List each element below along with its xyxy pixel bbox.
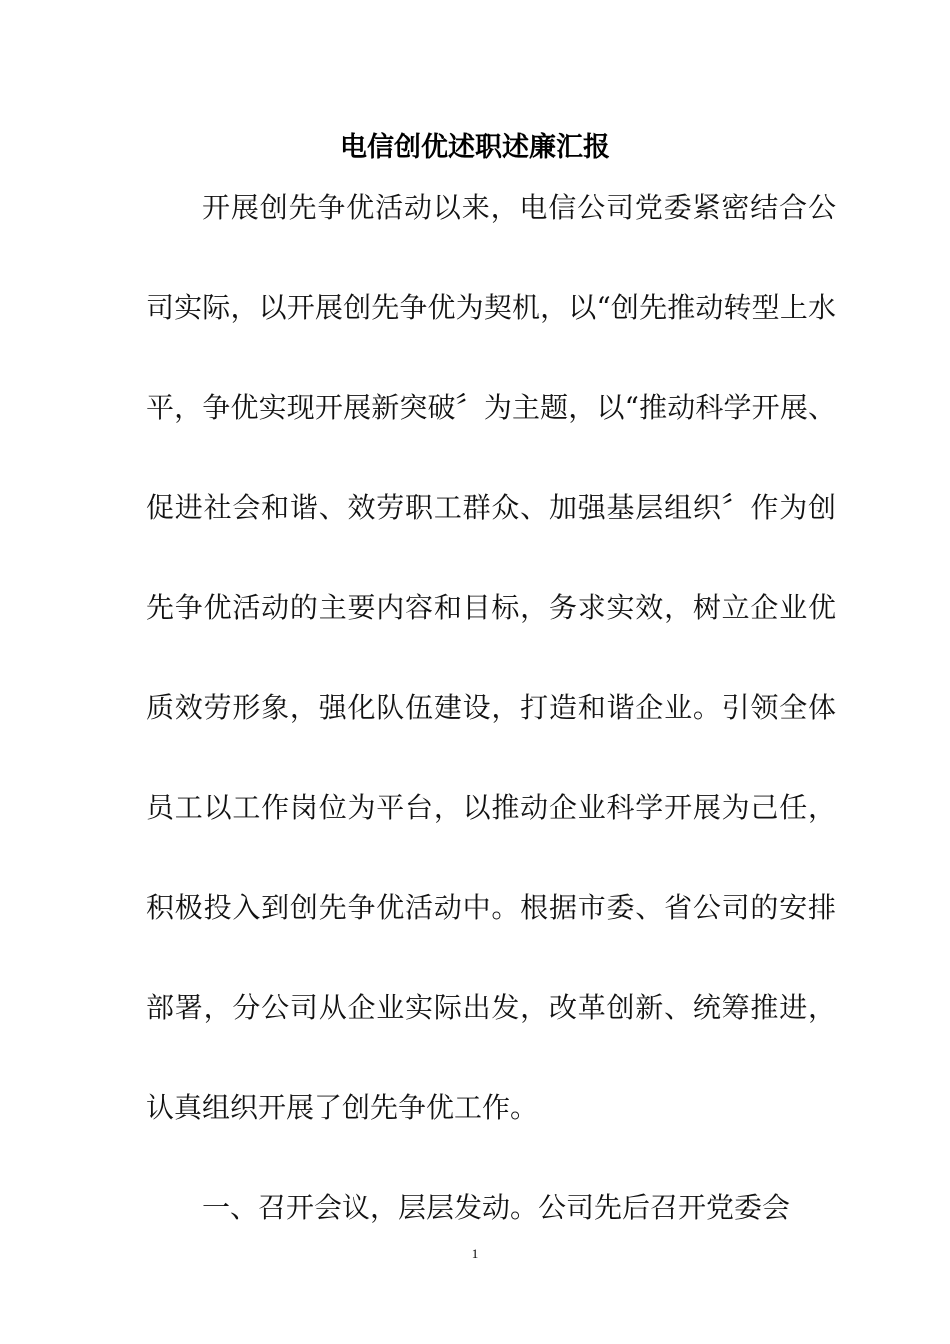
document-body	[146, 158, 836, 1258]
paragraph-2: 一、召开会议，层层发动。公司先后召开党委会	[202, 1191, 791, 1224]
page-number: 1	[471, 1246, 479, 1261]
paragraph-1: 开展创先争优活动以来，电信公司党委紧密结合公司实际，以开展创先争优为契机，以“创先推动转型上水平，争优实现开展新突破〞为主题，以“推动科学开展、促进社会和谐、效劳职工群众、加强基层组织〞作为创先争优活动的主要内容和目标，务求实效，树立企业优质效劳形象，强化队伍建设，打造和谐企业。引领全体员工以工作岗位为平台，以推动企业科学开展为己任，积极投入到创先争优活动中。根据市委、省公司的安排部署，分公司从企业实际出发，改革创新、统筹推进，认真组织开展了创先争优工作。	[146, 191, 836, 1124]
document-title: 电信创优述职述廉汇报	[340, 132, 610, 163]
